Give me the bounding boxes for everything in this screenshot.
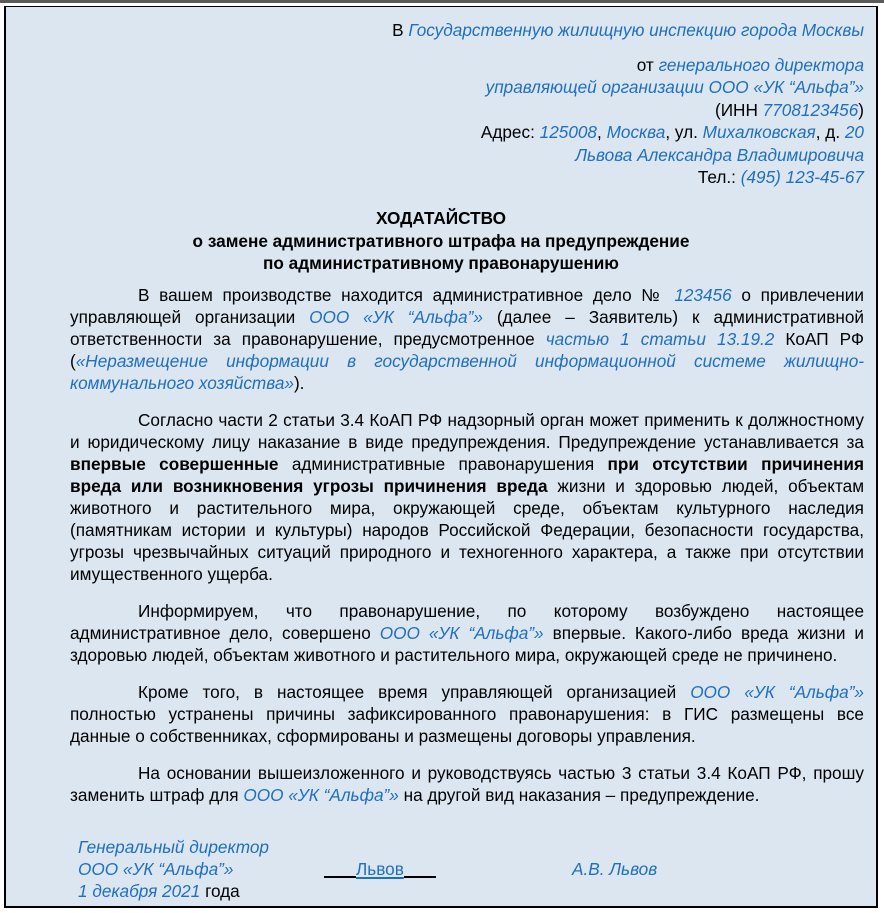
paragraph-first-offense	[70, 600, 864, 666]
paragraph-legal-basis	[70, 409, 864, 585]
text: впервые. Какого-либо вреда жизни и здоровью людей, объектам животного и растительного мира, окружающей среде не причинено.	[70, 623, 864, 665]
paragraph-case-info	[70, 284, 864, 394]
address-house-prefix: , д.	[815, 122, 845, 142]
address-city: Москва	[606, 122, 666, 142]
document-page	[4, 6, 878, 908]
signature-date: 1 декабря 2021	[78, 881, 201, 901]
address-line	[392, 121, 864, 144]
text: Кроме того, в настоящее время управляющей организацией	[138, 682, 691, 702]
address-street-prefix: , ул.	[665, 122, 703, 142]
text: КоАП РФ (	[70, 329, 865, 371]
address-street: Михалковская	[702, 122, 816, 142]
text: ).	[293, 373, 305, 393]
title-subtitle-1: о замене административного штрафа на предупреждение	[192, 230, 690, 251]
signer-full-name: А.В. Львов	[572, 859, 658, 879]
case-number: 123456	[674, 285, 732, 305]
date-suffix: года	[200, 881, 240, 901]
org-name: ООО «УК “Альфа”»	[243, 785, 399, 805]
paragraph-remediation	[70, 681, 864, 747]
org-name: ООО «УК “Альфа”»	[379, 623, 544, 643]
signature-line	[324, 858, 436, 880]
phone-value: (495) 123-45-67	[740, 167, 864, 187]
address-house: 20	[844, 122, 864, 142]
article-reference: частью 1 статьи 13.19.2	[545, 329, 775, 349]
org-name: ООО «УК “Альфа”»	[690, 682, 864, 702]
recipient-line	[392, 19, 864, 42]
sender-org-line	[392, 76, 864, 99]
title-main: ХОДАТАЙСТВО	[376, 208, 506, 228]
sender-name: Львова Александра Владимировича	[575, 144, 864, 165]
emphasis-first-time: впервые совершенные	[70, 454, 279, 474]
recipient-prefix: В	[392, 20, 404, 40]
paragraph-request	[70, 762, 864, 806]
emphasis-no-harm: при отсутствии причинения вреда или возникновения угрозы причинения вреда	[70, 454, 864, 496]
text: Информируем, что правонарушение, по которому возбуждено настоящее административное дело, совершено	[70, 601, 864, 643]
document-title	[6, 207, 876, 275]
signer-position: Генеральный директор	[78, 837, 269, 857]
text: В вашем производстве находится административное дело №	[138, 285, 675, 305]
text: о привлечении управляющей организации	[70, 285, 864, 327]
sender-position: генерального директора	[658, 54, 864, 75]
signature-date-row	[78, 880, 858, 902]
inn-open: (ИНН	[714, 99, 763, 120]
document-body	[70, 284, 864, 821]
text: (далее – Заявитель) к административной ответственности за правонарушение, предусмотренное	[70, 307, 865, 349]
handwritten-signature: Львов	[356, 859, 404, 879]
sender-name-line	[392, 144, 864, 167]
signature-org-row	[78, 858, 858, 880]
address-zip: 125008	[539, 122, 597, 142]
text: на другой вид наказания – предупреждение.	[398, 785, 760, 805]
org-name: ООО «УК “Альфа”»	[309, 307, 483, 327]
recipient-name: Государственную жилищную инспекцию города Москвы	[408, 20, 864, 40]
addressee-block	[392, 19, 864, 189]
top-border-bar	[0, 0, 884, 3]
text: административные правонарушения	[278, 454, 608, 474]
inn-line	[392, 99, 864, 122]
sender-org: управляющей организации ООО «УК “Альфа”»	[485, 77, 864, 97]
text: жизни и здоровью людей, объектам животного и растительного мира, окружающей среде, объектам культурного наследия (памятникам истории и культуры) народов Российской Федерации, безопасности государства, угрозы чрезвычайных ситуаций природного и техногенного характера, а также при отсутствии имущественного ущерба.	[70, 476, 865, 584]
phone-line	[392, 166, 864, 189]
text: На основании вышеизложенного и руководствуясь частью 3 статьи 3.4 КоАП РФ, прошу заменить штраф для	[70, 763, 864, 805]
sender-position-line	[392, 54, 864, 77]
sender-prefix: от	[636, 54, 654, 75]
text: полностью устранены причины зафиксированного правонарушения: в ГИС размещены все данные о собственниках, сформированы и размещены договоры управления.	[70, 704, 864, 746]
address-label: Адрес:	[480, 122, 540, 142]
text: Согласно части 2 статьи 3.4 КоАП РФ надзорный орган может применить к должностному и юридическому лицу наказание в виде предупреждения. Предупреждение устанавливается за	[70, 410, 864, 452]
phone-label: Тел.:	[697, 167, 741, 187]
inn-close: )	[858, 99, 864, 120]
signer-org: ООО «УК “Альфа”»	[78, 859, 234, 879]
signature-block	[78, 836, 858, 902]
inn-value: 7708123456	[762, 99, 859, 120]
address-separator: ,	[597, 122, 607, 142]
signature-position-row	[78, 836, 858, 858]
article-name: «Неразмещение информации в государственной информационной системе жилищно-коммунального хозяйства»	[70, 351, 864, 393]
signature-underline-right	[404, 858, 436, 878]
signature-underline-left	[324, 858, 356, 878]
title-subtitle-2: по административному правонарушению	[263, 253, 619, 273]
